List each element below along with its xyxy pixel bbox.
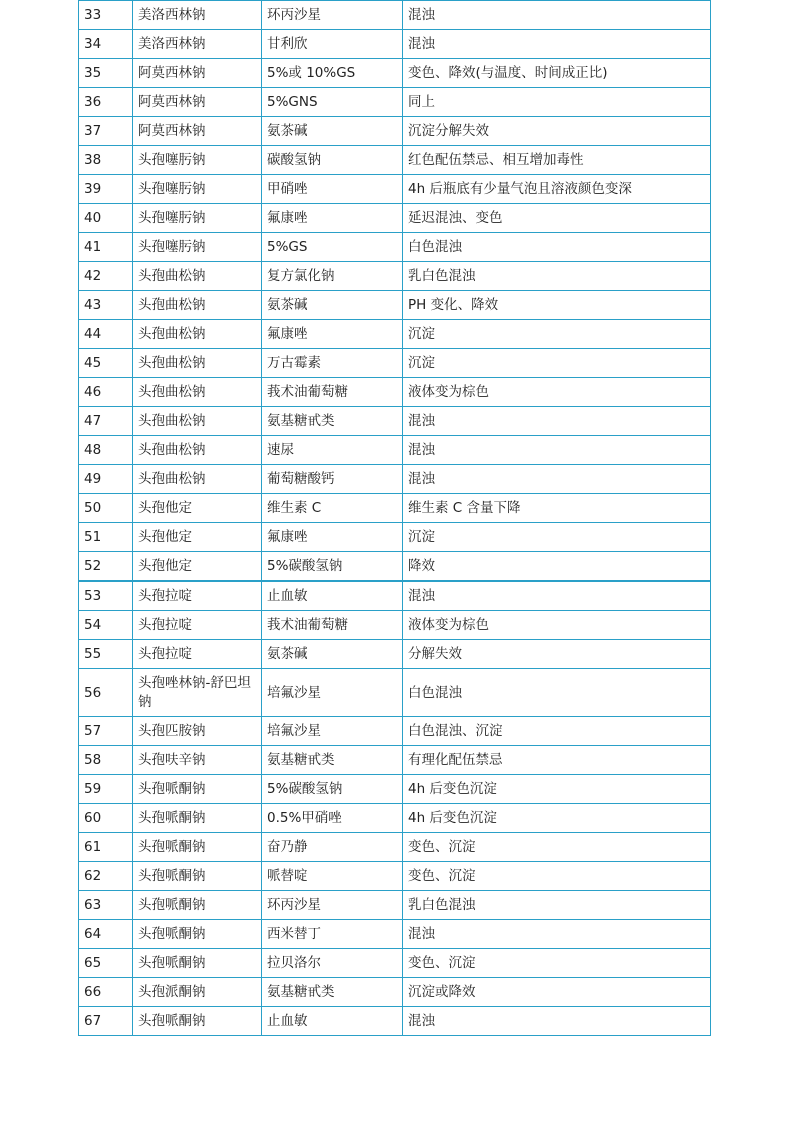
drug-a-cell: 头孢哌酮钠	[133, 804, 262, 833]
row-number: 47	[79, 407, 133, 436]
table-row	[79, 117, 711, 146]
drug-a-cell: 美洛西林钠	[133, 30, 262, 59]
result-cell: 混浊	[403, 920, 711, 949]
drug-a-cell: 头孢哌酮钠	[133, 920, 262, 949]
drug-a-cell: 头孢他定	[133, 523, 262, 552]
result-cell: 分解失效	[403, 640, 711, 669]
result-cell: 4h 后变色沉淀	[403, 804, 711, 833]
table-row	[79, 59, 711, 88]
drug-b-cell: 环丙沙星	[262, 891, 403, 920]
table-row	[79, 233, 711, 262]
result-cell: 白色混浊	[403, 233, 711, 262]
row-number: 41	[79, 233, 133, 262]
result-cell: 混浊	[403, 465, 711, 494]
row-number: 66	[79, 978, 133, 1007]
row-number: 33	[79, 1, 133, 30]
row-number: 40	[79, 204, 133, 233]
result-cell: 有理化配伍禁忌	[403, 746, 711, 775]
drug-b-cell: 莪术油葡萄糖	[262, 611, 403, 640]
row-number: 34	[79, 30, 133, 59]
drug-b-cell: 氟康唑	[262, 320, 403, 349]
table-body	[79, 1, 711, 1036]
result-cell: 降效	[403, 552, 711, 582]
drug-b-cell: 奋乃静	[262, 833, 403, 862]
table-row	[79, 407, 711, 436]
row-number: 36	[79, 88, 133, 117]
table-row	[79, 746, 711, 775]
drug-a-cell: 阿莫西林钠	[133, 88, 262, 117]
table-row	[79, 891, 711, 920]
drug-b-cell: 莪术油葡萄糖	[262, 378, 403, 407]
drug-a-cell: 头孢哌酮钠	[133, 1007, 262, 1036]
drug-a-cell: 头孢哌酮钠	[133, 891, 262, 920]
drug-a-cell: 头孢呋辛钠	[133, 746, 262, 775]
drug-a-cell: 阿莫西林钠	[133, 59, 262, 88]
drug-a-cell: 头孢哌酮钠	[133, 833, 262, 862]
row-number: 50	[79, 494, 133, 523]
table-row	[79, 862, 711, 891]
drug-b-cell: 氨基糖甙类	[262, 746, 403, 775]
drug-b-cell: 拉贝洛尔	[262, 949, 403, 978]
result-cell: 红色配伍禁忌、相互增加毒性	[403, 146, 711, 175]
table-row	[79, 88, 711, 117]
row-number: 59	[79, 775, 133, 804]
result-cell: 沉淀或降效	[403, 978, 711, 1007]
drug-a-cell: 头孢噻肟钠	[133, 146, 262, 175]
drug-a-cell: 头孢噻肟钠	[133, 233, 262, 262]
result-cell: 混浊	[403, 1007, 711, 1036]
row-number: 61	[79, 833, 133, 862]
table-row	[79, 833, 711, 862]
table-row	[79, 978, 711, 1007]
table-row	[79, 920, 711, 949]
result-cell: 变色、沉淀	[403, 862, 711, 891]
row-number: 53	[79, 581, 133, 611]
result-cell: 混浊	[403, 407, 711, 436]
table-row	[79, 581, 711, 611]
table-row	[79, 611, 711, 640]
result-cell: 乳白色混浊	[403, 891, 711, 920]
drug-b-cell: 哌替啶	[262, 862, 403, 891]
row-number: 39	[79, 175, 133, 204]
drug-a-cell: 头孢拉啶	[133, 611, 262, 640]
result-cell: 沉淀分解失效	[403, 117, 711, 146]
row-number: 56	[79, 669, 133, 717]
table-row	[79, 291, 711, 320]
drug-b-cell: 培氟沙星	[262, 669, 403, 717]
drug-b-cell: 培氟沙星	[262, 717, 403, 746]
drug-b-cell: 氨茶碱	[262, 117, 403, 146]
table-row	[79, 436, 711, 465]
document-page	[78, 0, 710, 1036]
drug-b-cell: 0.5%甲硝唑	[262, 804, 403, 833]
result-cell: 维生素 C 含量下降	[403, 494, 711, 523]
result-cell: 4h 后瓶底有少量气泡且溶液颜色变深	[403, 175, 711, 204]
table-row	[79, 494, 711, 523]
drug-a-cell: 头孢曲松钠	[133, 465, 262, 494]
table-row	[79, 175, 711, 204]
result-cell: 沉淀	[403, 320, 711, 349]
result-cell: PH 变化、降效	[403, 291, 711, 320]
row-number: 35	[79, 59, 133, 88]
drug-b-cell: 氟康唑	[262, 523, 403, 552]
result-cell: 混浊	[403, 436, 711, 465]
result-cell: 同上	[403, 88, 711, 117]
table-row	[79, 30, 711, 59]
drug-a-cell: 头孢哌酮钠	[133, 775, 262, 804]
drug-a-cell: 头孢他定	[133, 552, 262, 582]
drug-b-cell: 葡萄糖酸钙	[262, 465, 403, 494]
row-number: 65	[79, 949, 133, 978]
row-number: 44	[79, 320, 133, 349]
row-number: 45	[79, 349, 133, 378]
table-row	[79, 378, 711, 407]
result-cell: 变色、降效(与温度、时间成正比)	[403, 59, 711, 88]
result-cell: 延迟混浊、变色	[403, 204, 711, 233]
row-number: 43	[79, 291, 133, 320]
table-row	[79, 775, 711, 804]
drug-a-cell: 头孢匹胺钠	[133, 717, 262, 746]
drug-b-cell: 5%或 10%GS	[262, 59, 403, 88]
drug-b-cell: 维生素 C	[262, 494, 403, 523]
row-number: 37	[79, 117, 133, 146]
drug-a-cell: 头孢曲松钠	[133, 436, 262, 465]
drug-a-cell: 头孢噻肟钠	[133, 175, 262, 204]
row-number: 51	[79, 523, 133, 552]
drug-b-cell: 5%碳酸氢钠	[262, 775, 403, 804]
drug-a-cell: 头孢曲松钠	[133, 378, 262, 407]
drug-a-cell: 头孢唑林钠-舒巴坦钠	[133, 669, 262, 717]
row-number: 57	[79, 717, 133, 746]
drug-a-cell: 头孢拉啶	[133, 581, 262, 611]
drug-b-cell: 氨茶碱	[262, 640, 403, 669]
row-number: 62	[79, 862, 133, 891]
row-number: 52	[79, 552, 133, 582]
row-number: 60	[79, 804, 133, 833]
table-row	[79, 949, 711, 978]
drug-a-cell: 头孢曲松钠	[133, 349, 262, 378]
row-number: 55	[79, 640, 133, 669]
drug-b-cell: 氨基糖甙类	[262, 407, 403, 436]
result-cell: 混浊	[403, 581, 711, 611]
row-number: 48	[79, 436, 133, 465]
row-number: 42	[79, 262, 133, 291]
result-cell: 变色、沉淀	[403, 949, 711, 978]
result-cell: 混浊	[403, 30, 711, 59]
drug-b-cell: 5%GNS	[262, 88, 403, 117]
row-number: 58	[79, 746, 133, 775]
row-number: 63	[79, 891, 133, 920]
table-row	[79, 146, 711, 175]
drug-a-cell: 头孢拉啶	[133, 640, 262, 669]
drug-a-cell: 头孢曲松钠	[133, 291, 262, 320]
drug-a-cell: 头孢哌酮钠	[133, 949, 262, 978]
table-row	[79, 523, 711, 552]
drug-b-cell: 氟康唑	[262, 204, 403, 233]
row-number: 38	[79, 146, 133, 175]
drug-a-cell: 头孢噻肟钠	[133, 204, 262, 233]
result-cell: 4h 后变色沉淀	[403, 775, 711, 804]
row-number: 64	[79, 920, 133, 949]
table-row	[79, 804, 711, 833]
drug-b-cell: 甘利欣	[262, 30, 403, 59]
drug-b-cell: 环丙沙星	[262, 1, 403, 30]
row-number: 46	[79, 378, 133, 407]
result-cell: 乳白色混浊	[403, 262, 711, 291]
result-cell: 沉淀	[403, 523, 711, 552]
table-row	[79, 669, 711, 717]
drug-b-cell: 甲硝唑	[262, 175, 403, 204]
drug-a-cell: 阿莫西林钠	[133, 117, 262, 146]
result-cell: 白色混浊	[403, 669, 711, 717]
drug-b-cell: 氨茶碱	[262, 291, 403, 320]
table-row	[79, 349, 711, 378]
table-row	[79, 320, 711, 349]
table-row	[79, 1007, 711, 1036]
result-cell: 变色、沉淀	[403, 833, 711, 862]
drug-b-cell: 5%碳酸氢钠	[262, 552, 403, 582]
drug-b-cell: 止血敏	[262, 1007, 403, 1036]
result-cell: 液体变为棕色	[403, 378, 711, 407]
row-number: 54	[79, 611, 133, 640]
drug-a-cell: 头孢曲松钠	[133, 320, 262, 349]
drug-b-cell: 西米替丁	[262, 920, 403, 949]
drug-b-cell: 速尿	[262, 436, 403, 465]
table-row	[79, 640, 711, 669]
drug-b-cell: 氨基糖甙类	[262, 978, 403, 1007]
row-number: 67	[79, 1007, 133, 1036]
result-cell: 液体变为棕色	[403, 611, 711, 640]
incompatibility-table	[78, 0, 711, 1036]
table-row	[79, 262, 711, 291]
drug-b-cell: 5%GS	[262, 233, 403, 262]
drug-b-cell: 碳酸氢钠	[262, 146, 403, 175]
drug-a-cell: 美洛西林钠	[133, 1, 262, 30]
drug-a-cell: 头孢曲松钠	[133, 262, 262, 291]
table-row	[79, 552, 711, 582]
table-row	[79, 204, 711, 233]
result-cell: 沉淀	[403, 349, 711, 378]
drug-b-cell: 万古霉素	[262, 349, 403, 378]
drug-a-cell: 头孢他定	[133, 494, 262, 523]
drug-b-cell: 止血敏	[262, 581, 403, 611]
row-number: 49	[79, 465, 133, 494]
table-row	[79, 1, 711, 30]
drug-a-cell: 头孢派酮钠	[133, 978, 262, 1007]
drug-a-cell: 头孢哌酮钠	[133, 862, 262, 891]
drug-b-cell: 复方氯化钠	[262, 262, 403, 291]
table-row	[79, 717, 711, 746]
drug-a-cell: 头孢曲松钠	[133, 407, 262, 436]
table-row	[79, 465, 711, 494]
result-cell: 白色混浊、沉淀	[403, 717, 711, 746]
result-cell: 混浊	[403, 1, 711, 30]
